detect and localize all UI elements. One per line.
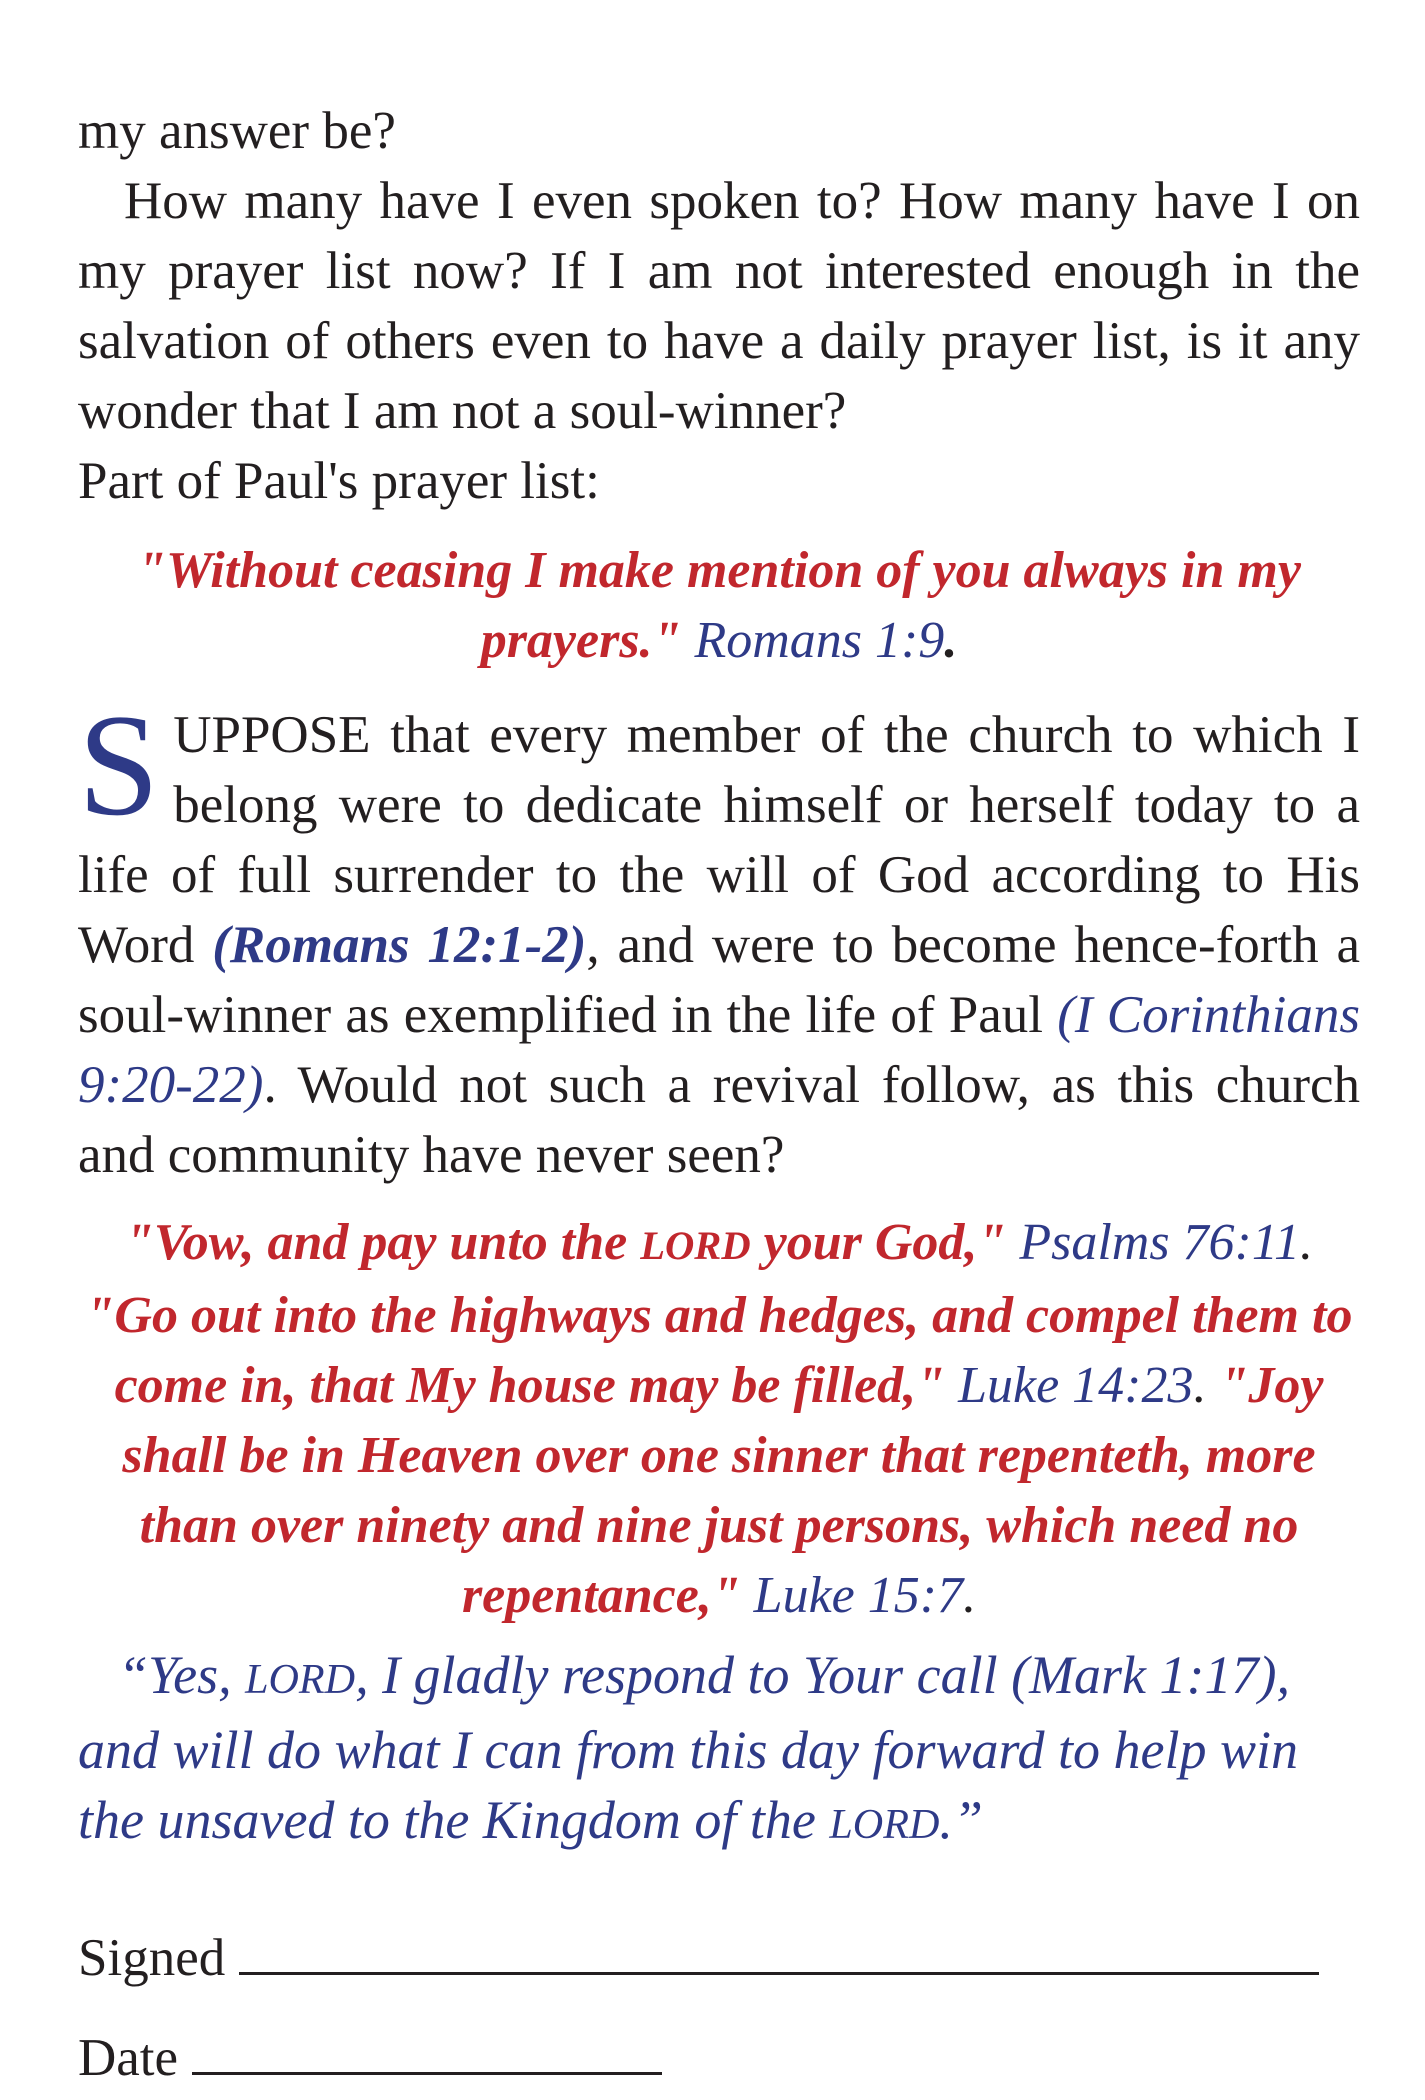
signature-line[interactable] (239, 1920, 1319, 1975)
separator-period: . (1300, 1214, 1314, 1271)
reference-psalms-76: Psalms 76:11 (1019, 1214, 1301, 1271)
verse-luke-15-quote: "Joy shall be in Heaven over one sinner that repenteth, more than over ninety and nine just persons, which need no repentance," (122, 1357, 1324, 1624)
verse-psalms-quote-end: your God," (750, 1214, 1007, 1271)
drop-cap-letter: S (78, 684, 160, 846)
pledge-lord-1: LORD (245, 1656, 356, 1703)
verse-luke-14-quote: "Go out into the highways and hedges, and compel them to come in, that My house may be filled," (85, 1287, 1353, 1414)
reference-luke-14: Luke 14:23 (958, 1357, 1194, 1414)
pledge-open: “Yes, (118, 1645, 246, 1705)
date-label: Date (78, 2029, 179, 2087)
prayer-list-label: Part of Paul's prayer list: (78, 452, 600, 510)
main-paragraph-mid: , and were to become hence-forth a soul-winner as exemplified in the life of Paul (78, 916, 1360, 1044)
intro-paragraph: How many have I even spoken to? How many have I on my prayer list now? If I am not interested enough in the salvation of others even to have a daily prayer list, is it any wonder that I am not a soul-winner? (78, 172, 1360, 440)
signed-row (78, 1920, 1319, 1993)
verse-reference: Romans 1:9 (694, 612, 945, 669)
verse-end-period: . (944, 612, 958, 669)
intro-section (78, 96, 1360, 516)
main-paragraph (78, 684, 1361, 1190)
verse-psalms-quote-start: "Vow, and pay unto the (124, 1214, 641, 1271)
verse-psalms-lord: LORD (640, 1223, 751, 1268)
pledge-close: .” (939, 1790, 983, 1850)
verse-end-period: . (963, 1567, 977, 1624)
main-paragraph-tail: . Would not such a revival follow, as this church and community have never seen? (78, 1056, 1360, 1184)
verse-block-psalms-luke (78, 1208, 1360, 1631)
pledge-text (78, 1640, 1360, 1860)
date-row (78, 2020, 662, 2093)
reference-luke-15: Luke 15:7 (753, 1567, 964, 1624)
main-paragraph-lead: UPPOSE that every member of the church to which I belong were to dedicate himself or herself today to a life of full surrender to the will of God according to His Word (78, 706, 1360, 974)
date-line[interactable] (192, 2020, 662, 2075)
pledge-body: ), and will do what I can from this day forward to help win the unsaved to the Kingdom of the (78, 1645, 1299, 1850)
signed-label: Signed (78, 1929, 226, 1987)
pledge-middle: , I gladly respond to Your call ( (355, 1645, 1030, 1705)
reference-corinthians: (I Corinthians 9:20-22) (78, 986, 1361, 1114)
pledge-lord-2: LORD (829, 1801, 940, 1848)
separator-period: . (1193, 1357, 1207, 1414)
reference-romans-12: (Romans 12:1-2) (212, 916, 587, 974)
verse-quote: "Without ceasing I make mention of you always in my prayers." (137, 542, 1301, 669)
verse-romans-1-9 (78, 536, 1360, 676)
pledge-reference: Mark 1:17 (1029, 1645, 1259, 1705)
intro-first-line: my answer be? (78, 102, 396, 160)
